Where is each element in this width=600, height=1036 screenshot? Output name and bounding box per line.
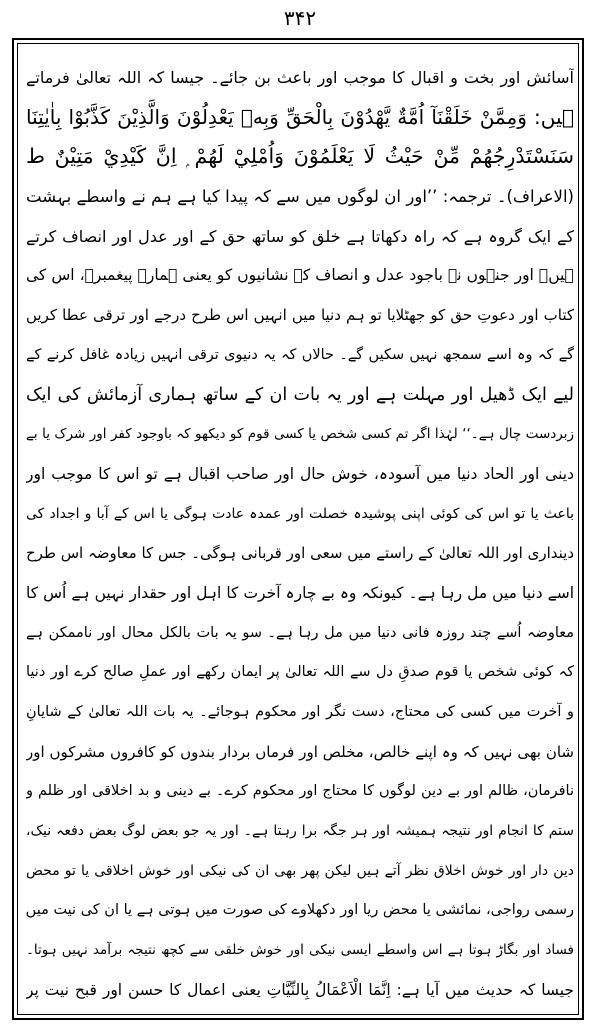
page-number: ۳۴۲ [283,6,317,30]
text-line: جیسا کہ حدیث میں آیا ہے: اِنَّمَا الْاَعْمَالُ بِالنِّيَّاتِ یعنی اعمال کا حسن اور قبح نیت پر [26,980,574,999]
text-line: رسمی رواجی، نمائشی یا محض ریا اور دکھلاوے کی صورت میں ہوتی ہے یا ان کی نیت میں [26,902,574,919]
text-line: کتاب اور دعوتِ حق کو جھٹلایا تو ہم دنیا میں انہیں اس طرح درجے اور ترقی عطا کریں [26,306,574,325]
text-line: شان بھی نہیں کہ وہ اپنے خالص، مخلص اور فرماں بردار بندوں کو کافروں مشرکوں اور [26,742,574,761]
text-line: زبردست چال ہے۔‘‘ لہٰذا اگر تم کسی شخص یا کسی قوم کو دیکھو کہ باوجود کفر اور شرک یا بے [26,426,574,443]
text-line: لیے ایک ڈھیل اور مہلت ہے اور یہ بات ان کے ساتھ ہماری آزمائش کی ایک [26,384,574,405]
text-line: دینی اور الحاد دنیا میں آسودہ، خوش حال اور صاحب اقبال ہے تو اس کا موجب اور [26,464,574,483]
text-line: دین دار اور خوش اخلاق نظر آتے ہیں لیکن پھر بھی ان کی نیکی اور خوش اخلاقی یا تو محض [26,862,574,879]
text-line: آسائش اور بخت و اقبال کا موجب اور باعث بن جائے۔ جیسا کہ اللہ تعالیٰ فرماتے [26,68,574,87]
text-line: دینداری اور اللہ تعالیٰ کے راستے میں سعی اور قربانی ہوگی۔ جس کا معاوضہ اس طرح [26,544,574,563]
text-line: (الاعراف)۔ ترجمہ: ’’اور ان لوگوں میں سے کہ پیدا کیا ہے ہم نے واسطے بہشت [26,187,574,207]
text-line: اسے دنیا میں مل رہا ہے۔ کیونکہ وہ بے چارہ آخرت کا اہل اور حقدار نہیں ہے اُس کا [26,583,574,602]
text-line: معاوضہ اُسے چند روزہ فانی دنیا میں مل رہا ہے۔ سو یہ بات بالکل محال اور ناممکن ہے [26,624,574,641]
text-line: نافرمان، ظالم اور بے دین لوگوں کا محتاج اور محکوم کرے۔ بے دینی و بد اخلاقی اور ظلم و [26,783,574,800]
body-text [26,58,574,1011]
text-line: باعث یا تو اس کی کوئی اپنی پوشیدہ خصلت اور عمدہ عادت ہوگی یا اس کے آبا و اجداد کی [26,505,574,522]
text-line: گے کہ وہ اسے سمجھ نہیں سکیں گے۔ حالاں کہ یہ دنیوی ترقی انہیں زیادہ غافل کرنے کے [26,346,574,363]
text-line: کے ایک گروہ ہے کہ راہ دکھاتا ہے خلق کو ساتھ حق کے اور عدل اور انصاف کرتے [26,226,574,246]
text-line: ہیں۔ اور جنہوں نے باجود عدل و انصاف کے نشانیوں کو یعنی ہمارے پیغمبرؐ، اس کی [26,266,574,285]
text-line: سَنَسْتَدْرِجُهُمْ مِّنْ حَيْثُ لَا يَعْلَمُوْنَ وَاُمْلِيْ لَهُمْ ۭ اِنَّ كَيْدِيْ مَتِيْنٌ ط [26,144,574,169]
text-line: فساد اور بگاڑ ہوتا ہے اس واسطے ایسی نیکی اور خوش خلقی سے کچھ نتیجہ برآمد نہیں ہوتا۔ [26,942,574,959]
text-line: ستم کا انجام اور نتیجہ ہمیشہ اور ہر جگہ برا رہتا ہے۔ اور یہ جو بعض لوگ بعض دفعہ نیک، [26,823,574,840]
text-line: و آخرت میں کسی کی محتاج، دست نگر اور محکوم ہوجائے۔ یہ بات اللہ تعالیٰ کے شایانِ [26,704,574,720]
text-line: ہیں: وَمِمَّنْ خَلَقْنَآ اُمَّةٌ يَّهْدُوْنَ بِالْحَقِّ وَبِهٖ يَعْدِلُوْنَ وَالَّذِيْنَ كَذَّبُوْا بِاٰيٰتِنَا [26,104,574,129]
text-line: کہ کوئی شخص یا قوم صدقِ دل سے اللہ تعالیٰ پر ایمان رکھے اور عملِ صالح کرے اور دنیا [26,664,574,681]
